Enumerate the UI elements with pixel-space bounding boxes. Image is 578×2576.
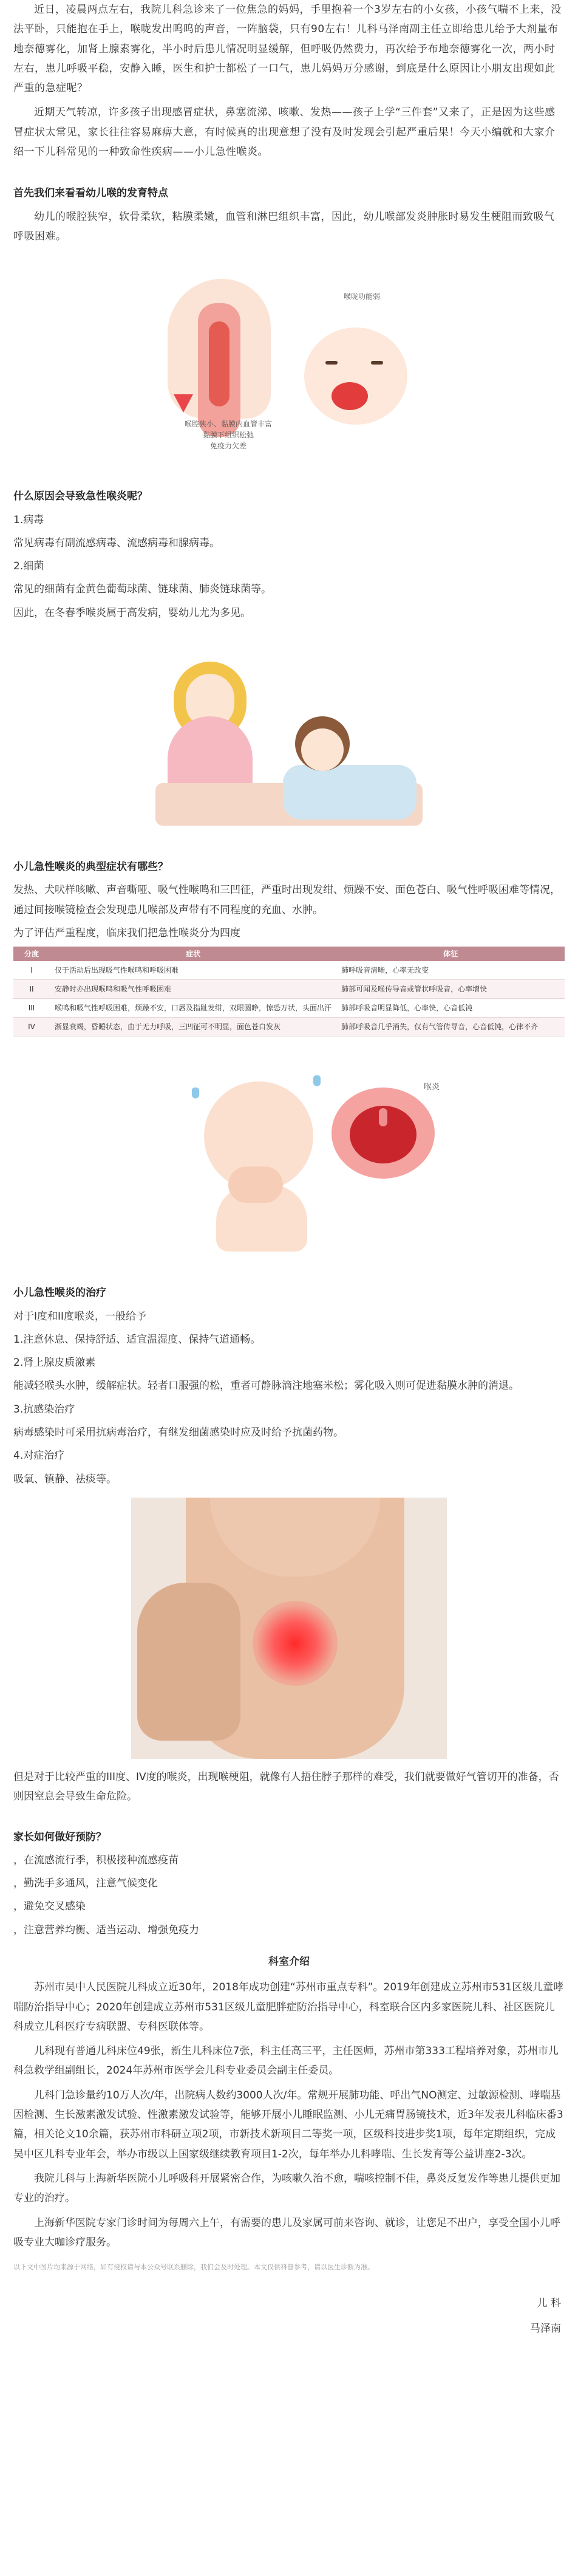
treatment-4-heading: 4.对症治疗 xyxy=(13,1450,65,1462)
mother-child-figure xyxy=(13,631,565,832)
treatment-3-body: 病毒感染时可采用抗病毒治疗，有继发细菌感染时应及时给予抗菌药物。 xyxy=(13,1427,344,1439)
signature-author: 马泽南 xyxy=(530,2323,561,2335)
figure-label-throat-weak: 喉咙功能弱 xyxy=(343,292,380,301)
baby-eye-left xyxy=(325,361,338,365)
figure-label-3: 免疫力欠差 xyxy=(209,442,246,451)
department-paragraph-3: 儿科门急诊量约10万人次/年，出院病人数约3000人次/年。常规开展肺功能、呼出气NO测定、过敏源检测、哮喘基因检测、生长激素激发试验、性激素激发试验等，能够开展小儿睡眠监测、小儿无痛胃肠镜技术，近3年发表儿科临床番3篇，相关论文10余篇，获苏州市科研立项2项，市新技术新项目二等奖一项，区级科技进步奖1项，每年定期组织，完成吴中区儿科专业年会，举办市级以上国家级继续教育项目1-2次，每年举办儿科哮喘、生长发育等公益讲座2-3次。 xyxy=(13,2089,563,2160)
department-title: 科室介绍 xyxy=(268,1955,310,1968)
child-face xyxy=(301,728,344,771)
figure-label-1: 喉腔狭小、黏膜内血管丰富 xyxy=(184,420,272,429)
cause-1-heading: 1.病毒 xyxy=(13,513,44,526)
baby-mouth xyxy=(332,382,368,410)
sign-cell: 肺部呼吸音明显降低，心率快，心音低钝 xyxy=(336,999,565,1018)
symptoms-body: 发热、犬吠样咳嗽、声音嘶哑、吸气性喉鸣和三凹征，严重时出现发绀、烦躁不安、面色苍白、吸气性呼吸困难等情况，通过间接喉镜检查会发现患儿喉部及声带有不同程度的充血、水肿。 xyxy=(13,884,560,916)
section-title-symptoms: 小儿急性喉炎的典型症状有哪些？ xyxy=(13,861,168,874)
symptom-cell: 渐显衰竭，昏睡状态，由于无力呼吸，三凹征可不明显，面色苍白发灰 xyxy=(50,1018,336,1036)
grade-cell: III xyxy=(13,999,50,1018)
table-row xyxy=(13,961,565,980)
symptom-cell: 喉鸣和吸气性呼吸困难，烦躁不安，口唇及指趾发绀，双眼圆睁，惊恐万状，头面出汗 xyxy=(50,999,336,1018)
baby-eye-right xyxy=(371,361,383,365)
sweat-drop-icon xyxy=(313,1075,321,1086)
throat-anatomy-figure xyxy=(13,255,565,461)
prevention-item: ，避免交叉感染 xyxy=(13,1900,86,1913)
sore-throat-glow xyxy=(253,1601,338,1686)
figure-label-2: 黏膜下组织松弛 xyxy=(202,431,254,440)
figure-label-laryngitis: 喉炎 xyxy=(423,1083,440,1092)
sweat-drop-icon xyxy=(192,1088,199,1098)
department-paragraph-5: 上海新华医院专家门诊时间为每周六上午，有需要的患儿及家属可前来咨询、就诊，让您足不出户，享受全国小儿呼吸专业大咖诊疗服务。 xyxy=(13,2216,560,2249)
section-title-prevention: 家长如何做好预防？ xyxy=(13,1831,106,1843)
severe-case-paragraph: 但是对于比较严重的III度、IV度的喉炎，出现喉梗阻，就像有人捂住脖子那样的难受，我们就要做好气管切开的准备，否则因窒息会导致生命危险。 xyxy=(13,1770,559,1803)
table-row xyxy=(13,999,565,1018)
sign-cell: 肺部可闻及喉传导音或管状呼吸音，心率增快 xyxy=(336,980,565,999)
cause-conclusion: 因此，在冬春季喉炎属于高发病，婴幼儿尤为多见。 xyxy=(13,606,251,619)
department-paragraph-1: 苏州市吴中人民医院儿科成立近30年，2018年成功创建“苏州市重点专科”。2019年创建成立苏州市531区级儿童哮喘防治指导中心；2020年创建成立苏州市531区级儿童肥胖症防治指导中心，科室联合区内多家医院儿科、社区医院儿科成立儿科医疗专病联盟、专科医联体等。 xyxy=(13,1981,564,2033)
crying-baby-face xyxy=(304,327,407,425)
signature-block xyxy=(13,2293,565,2339)
cause-2-body: 常见的细菌有金黄色葡萄球菌、链球菌、肺炎链球菌等。 xyxy=(13,583,271,596)
header-symptom: 症状 xyxy=(50,947,336,961)
table-row xyxy=(13,980,565,999)
treatment-2-heading: 2.肾上腺皮质激素 xyxy=(13,1357,96,1369)
symptom-cell: 仅于活动后出现吸气性喉鸣和呼吸困难 xyxy=(50,961,336,980)
grade-cell: I xyxy=(13,961,50,980)
treatment-2-body: 能减轻喉头水肿，缓解症状。轻者口服强的松，重者可静脉滴注地塞米松；雾化吸入则可促进黏膜水肿的消退。 xyxy=(13,1380,519,1392)
header-sign: 体征 xyxy=(336,947,565,961)
department-paragraph-2: 儿科现有普通儿科床位49张，新生儿科床位7张，科主任高三平，主任医师，苏州市第333工程培养对象，苏州市儿科急救学组副组长，2024年苏州市医学会儿科专业委员会副主任委员。 xyxy=(13,2045,559,2077)
header-grade: 分度 xyxy=(13,947,50,961)
department-paragraph-4: 我院儿科与上海新华医院小儿呼吸科开展紧密合作，为咳嗽久治不愈，喘咳控制不佳，鼻炎反复发作等患儿提供更加专业的治疗。 xyxy=(13,2172,560,2205)
prevention-item: ，在流感流行季，积极接种流感疫苗 xyxy=(13,1854,178,1866)
prevention-item: ，勤洗手多通风，注意气候变化 xyxy=(13,1877,158,1890)
blanket-shape xyxy=(283,765,416,820)
section-title-causes: 什么原因会导致急性喉炎呢？ xyxy=(13,490,148,503)
severity-intro: 为了评估严重程度，临床我们把急性喉炎分为四度 xyxy=(13,927,240,939)
treatment-3-heading: 3.抗感染治疗 xyxy=(13,1403,75,1416)
severity-table-header xyxy=(13,947,565,961)
sign-cell: 肺部呼吸音几乎消失，仅有气管传导音，心音低钝，心律不齐 xyxy=(336,1018,565,1036)
hand-on-neck xyxy=(137,1583,240,1741)
baby-hand xyxy=(228,1166,283,1203)
severity-table xyxy=(13,947,565,1036)
uvula xyxy=(379,1108,387,1126)
cause-2-heading: 2.细菌 xyxy=(13,560,44,573)
prevention-item: ，注意营养均衡、适当运动、增强免疫力 xyxy=(13,1923,199,1936)
neck-photo-figure xyxy=(13,1498,565,1759)
signature-department: 儿 科 xyxy=(537,2297,561,2309)
coughing-baby-figure xyxy=(13,1045,565,1258)
arrow-icon xyxy=(174,394,193,413)
intro-paragraph-2: 近期天气转凉，许多孩子出现感冒症状，鼻塞流涕、咳嗽、发热——孩子上学“三件套”又来了，正是因为这些感冒症状太常见，家长往往容易麻痹大意，有时候真的出现意想了没有及时发现会引起严重后果！今天小编就和大家介绍一下儿科常见的一种致命性疾病——小儿急性喉炎。 xyxy=(13,106,556,159)
sign-cell: 肺呼吸音清晰，心率无改变 xyxy=(336,961,565,980)
grade-cell: II xyxy=(13,980,50,999)
treatment-1-heading: 1.注意休息、保持舒适、适宜温湿度、保持气道通畅。 xyxy=(13,1333,261,1346)
larynx-shape xyxy=(209,321,229,406)
grade-cell: IV xyxy=(13,1018,50,1036)
table-row xyxy=(13,1018,565,1036)
treatment-intro: 对于I度和II度喉炎，一般给予 xyxy=(13,1310,147,1323)
intro-paragraph-1: 近日，凌晨两点左右，我院儿科急诊来了一位焦急的妈妈，手里抱着一个3岁左右的小女孩，小孩气喘不上来，没法平卧，只能抱在手上，喉咙发出呜呜的声音，一阵脑袋，只有90左右！儿科马泽南副主任立即给患儿给予大剂量布地奈德雾化，加肾上腺素雾化，半小时后患儿情况明显缓解，但呼吸仍然费力，再次给予布地奈德雾化一次，两小时左右，患儿呼吸平稳，安静入睡，医生和护士都松了一口气，患儿妈妈万分感谢，到底是什么原因让小朋友出现如此严重的急症呢？ xyxy=(13,4,562,95)
development-body: 幼儿的喉腔狭窄，软骨柔软，粘膜柔嫩，血管和淋巴组织丰富，因此，幼儿喉部发炎肿胀时易发生梗阻而致吸气呼吸困难。 xyxy=(13,210,555,242)
symptom-cell: 安静时亦出现喉鸣和吸气性呼吸困难 xyxy=(50,980,336,999)
copyright-footnote: 以下文中图片均来源于网络，如有侵权请与本公众号联系删除，我们会及时处理。本文仅供科普参考，请以医生诊断为准。 xyxy=(13,2263,374,2272)
cause-1-body: 常见病毒有副流感病毒、流感病毒和腺病毒。 xyxy=(13,536,220,549)
section-title-treatment: 小儿急性喉炎的治疗 xyxy=(13,1287,106,1300)
treatment-4-body: 吸氧、镇静、祛痰等。 xyxy=(13,1473,117,1485)
section-title-development: 首先我们来看看幼儿喉的发育特点 xyxy=(13,187,168,200)
